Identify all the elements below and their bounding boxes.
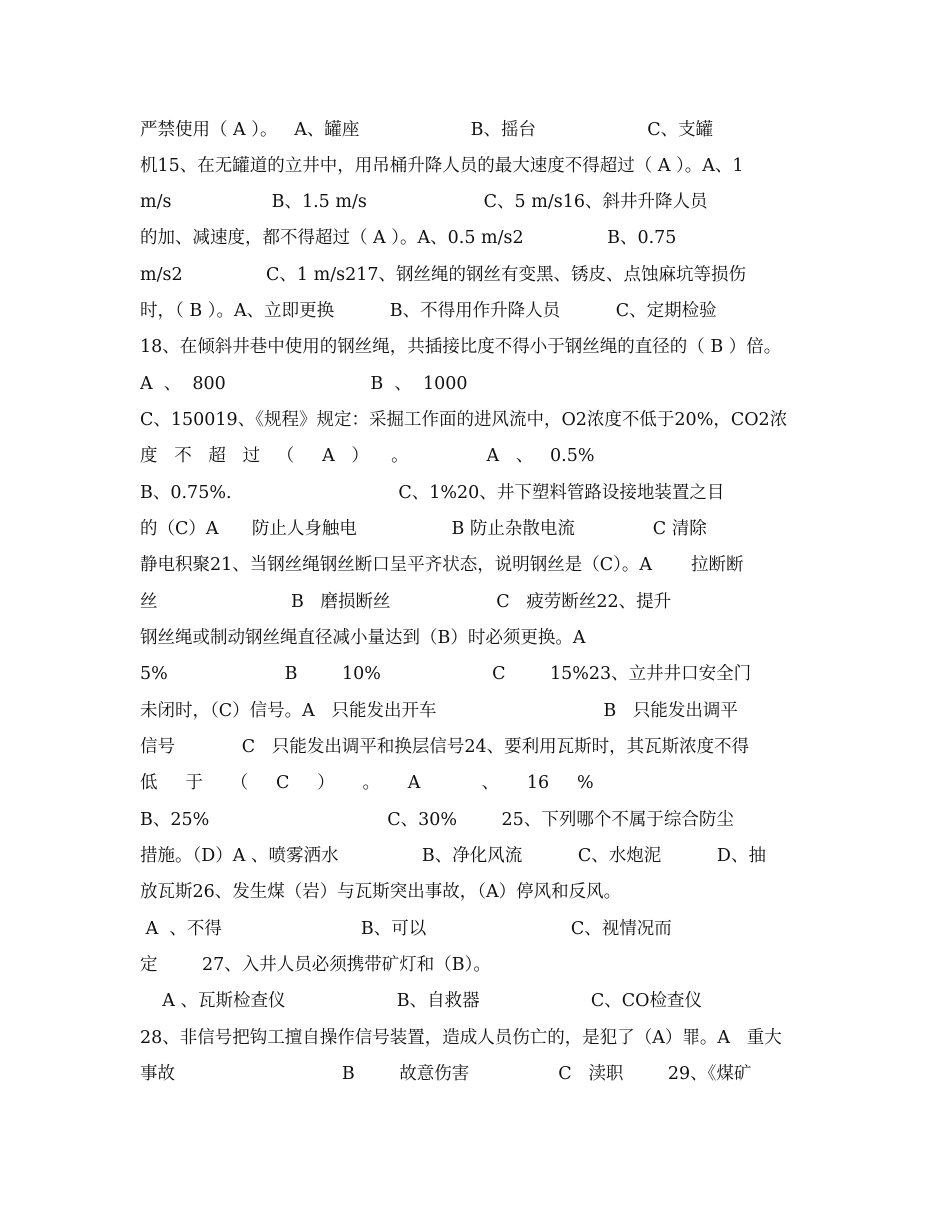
text-line: 信号 C 只能发出调平和换层信号24、要利用瓦斯时，其瓦斯浓度不得 [140,737,750,757]
text-line: 的（C）A 防止人身触电 B 防止杂散电流 C 清除 [140,519,707,539]
text-line: 未闭时，（C）信号。A 只能发出开车 B 只能发出调平 [140,701,738,721]
text-line: 5% B 10% C 15%23、立井井口安全门 [140,664,752,684]
text-line: 放瓦斯26、发生煤（岩）与瓦斯突出事故，（A）停风和反风。 [140,882,622,902]
text-line: 机15、在无罐道的立井中，用吊桶升降人员的最大速度不得超过（ A ）。A、1 [140,156,744,176]
text-line: B、0.75%. C、1%20、井下塑料管路设接地装置之目 [140,483,725,503]
text-line: 丝 B 磨损断丝 C 疲劳断丝22、提升 [140,592,672,612]
text-line: 18、在倾斜井巷中使用的钢丝绳，共插接比度不得小于钢丝绳的直径的（ B ）倍。 [140,337,782,357]
text-line: 事故 B 故意伤害 C 渎职 29、《煤矿 [140,1064,752,1084]
text-line: A 、不得 B、可以 C、视情况而 [140,919,672,939]
text-line: 严禁使用（ A ）。 A、罐座 B、摇台 C、支罐 [140,120,714,140]
text-line: 低 于 （ C ） 。 A 、 16 % [140,773,594,793]
text-line: A 、 800 B 、 1000 [140,374,468,394]
text-line: 定 27、入井人员必须携带矿灯和（B）。 [140,955,491,975]
text-line: A 、瓦斯检查仪 B、自救器 C、CO检查仪 [140,991,702,1011]
text-line: 28、非信号把钩工擅自操作信号装置，造成人员伤亡的，是犯了（A）罪。A 重大 [140,1028,782,1048]
text-line: 静电积聚21、当钢丝绳钢丝断口呈平齐状态，说明钢丝是（C）。A 拉断断 [140,555,744,575]
text-line: 的加、减速度，都不得超过（ A ）。A、0.5 m/s2 B、0.75 [140,228,677,248]
text-line: 度 不 超 过 （ A ） 。 A 、 0.5% [140,446,595,466]
text-line: 钢丝绳或制动钢丝绳直径减小量达到（B）时必须更换。A [140,628,586,648]
text-line: m/s B、1.5 m/s C、5 m/s16、斜井升降人员 [140,192,708,212]
text-line: B、25% C、30% 25、下列哪个不属于综合防尘 [140,810,734,830]
text-line: 时，（ B ）。A、立即更换 B、不得用作升降人员 C、定期检验 [140,301,717,321]
text-line: 措施。（D）A 、喷雾洒水 B、净化风流 C、水炮泥 D、抽 [140,846,766,866]
text-line: m/s2 C、1 m/s217、钢丝绳的钢丝有变黑、锈皮、点蚀麻坑等损伤 [140,265,747,285]
text-line: C、150019、《规程》规定：采掘工作面的进风流中，O2浓度不低于20%，CO2浓 [140,410,788,430]
